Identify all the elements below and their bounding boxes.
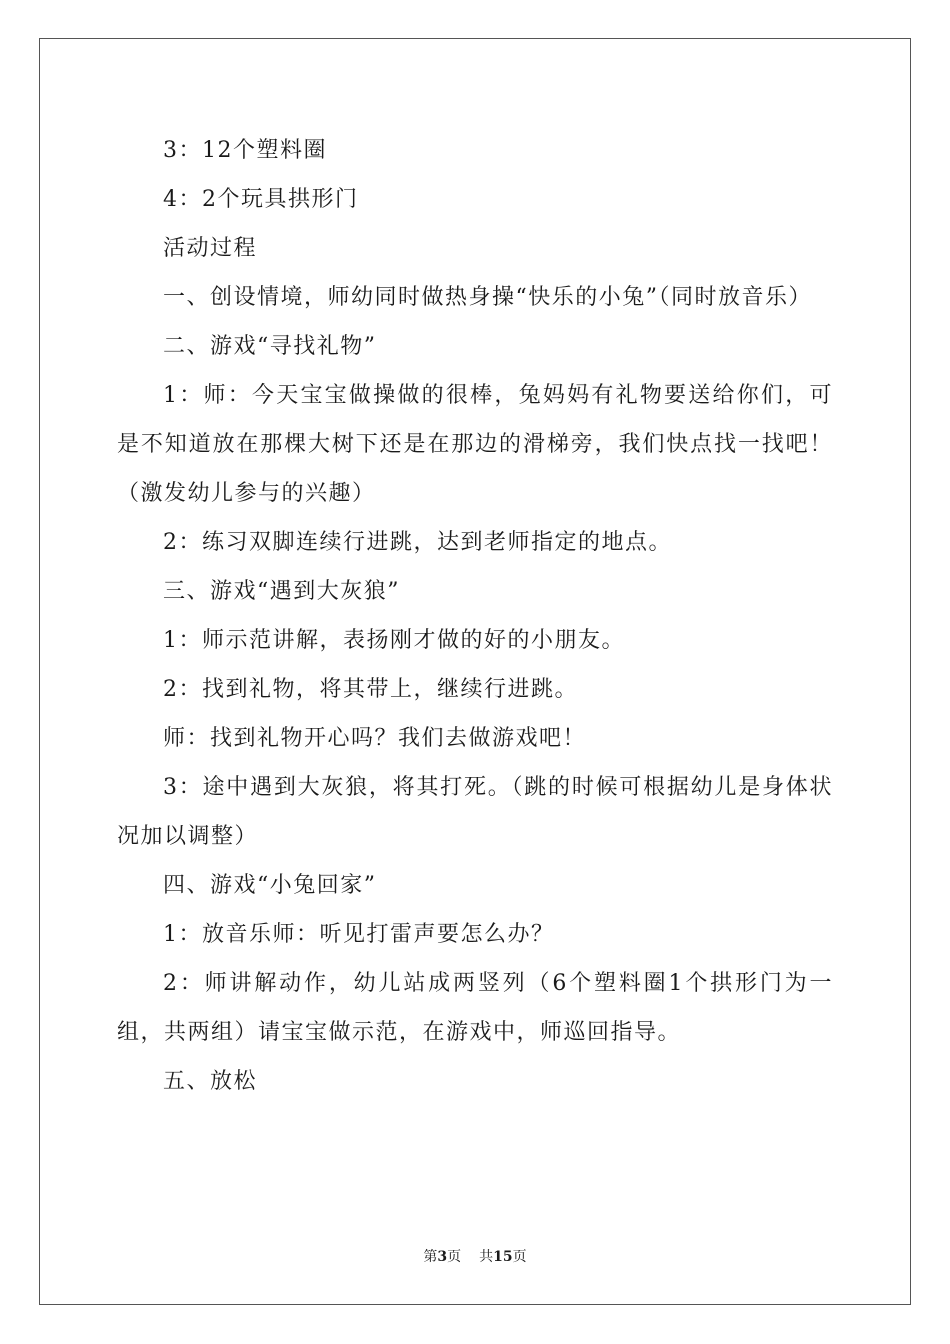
- current-page-number: 3: [437, 1249, 448, 1265]
- page-suffix: 页: [447, 1249, 462, 1265]
- paragraph-13: 四、游戏“小兔回家”: [163, 873, 377, 898]
- page-prefix: 第: [423, 1249, 438, 1265]
- paragraph-14: 1：放音乐师：听见打雷声要怎么办？: [163, 922, 555, 947]
- paragraph-11: 师：找到礼物开心吗？我们去做游戏吧！: [163, 726, 587, 751]
- paragraph-10: 2：找到礼物，将其带上，继续行进跳。: [163, 677, 578, 702]
- paragraph-3: 活动过程: [163, 236, 258, 261]
- paragraph-12: 3：途中遇到大灰狼，将其打死。（跳的时候可根据幼儿是身体状况加以调整）: [117, 775, 833, 849]
- paragraph-6: 1：师：今天宝宝做操做的很棒，兔妈妈有礼物要送给你们，可是不知道放在那棵大树下还是在那边的滑梯旁，我们快点找一找吧！（激发幼儿参与的兴趣）: [117, 383, 833, 506]
- total-page-count: 15: [493, 1249, 513, 1265]
- paragraph-15: 2：师讲解动作，幼儿站成两竖列（6个塑料圈1个拱形门为一组，共两组）请宝宝做示范，在游戏中，师巡回指导。: [117, 971, 833, 1045]
- paragraph-5: 二、游戏“寻找礼物”: [163, 334, 377, 359]
- paragraph-9: 1：师示范讲解，表扬刚才做的好的小朋友。: [163, 628, 625, 653]
- page-footer: [0, 1248, 950, 1266]
- document-body: [117, 126, 833, 1106]
- paragraph-16: 五、放松: [163, 1069, 258, 1094]
- paragraph-2: 4：2个玩具拱形门: [163, 187, 359, 212]
- paragraph-4: 一、创设情境，师幼同时做热身操“快乐的小兔”（同时放音乐）: [163, 285, 812, 310]
- total-suffix: 页: [512, 1249, 527, 1265]
- paragraph-8: 三、游戏“遇到大灰狼”: [163, 579, 400, 604]
- total-prefix: 共: [479, 1249, 494, 1265]
- paragraph-7: 2：练习双脚连续行进跳，达到老师指定的地点。: [163, 530, 672, 555]
- paragraph-1: 3：12个塑料圈: [163, 138, 327, 163]
